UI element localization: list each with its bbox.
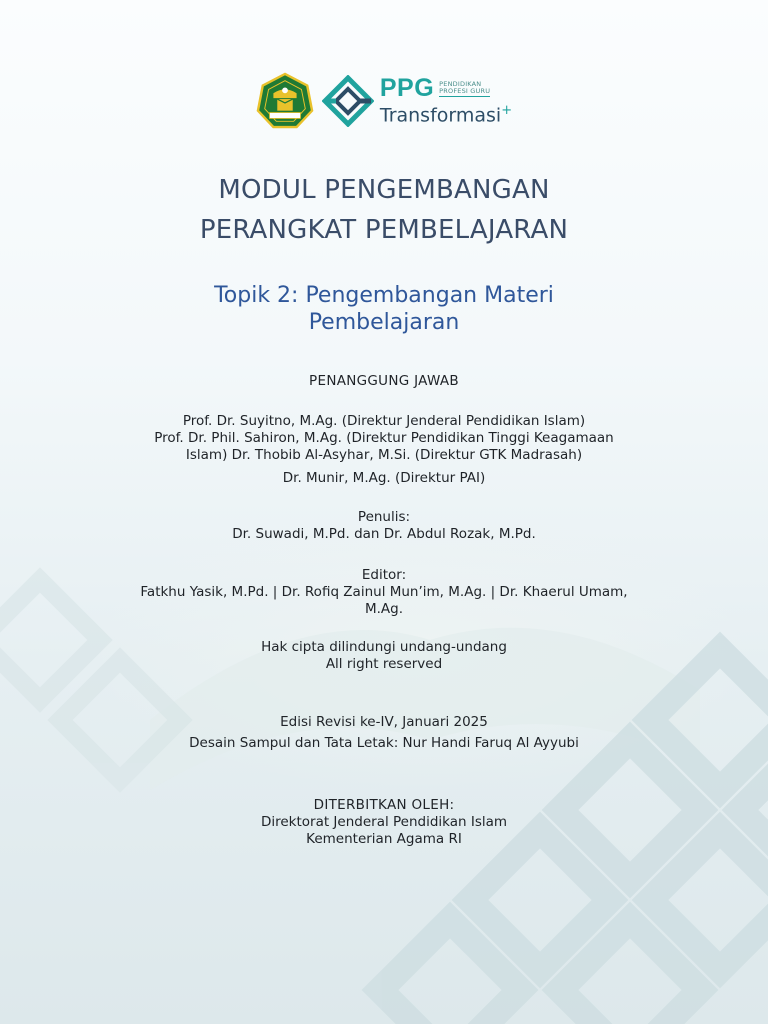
ppg-sub-line2: PROFESI GURU xyxy=(439,86,491,95)
ppg-sub-line1: PENDIDIKAN xyxy=(439,79,482,88)
edition-line1: Edisi Revisi ke-IV, Januari 2025 xyxy=(280,714,488,730)
publisher-line1: Direktorat Jenderal Pendidikan Islam xyxy=(260,814,508,830)
title-line2: PERANGKAT PEMBELAJARAN xyxy=(199,215,569,245)
editor-line2: M.Ag. xyxy=(364,601,404,617)
penanggung-line1: Prof. Dr. Suyitno, M.Ag. (Direktur Jenderal Pendidikan Islam) xyxy=(182,413,586,429)
penanggung-line3: Islam) Dr. Thobib Al-Asyhar, M.Si. (Direktur GTK Madrasah) xyxy=(185,447,583,463)
editor-line1: Fatkhu Yasik, M.Pd. | Dr. Rofiq Zainul Mun’im, M.Ag. | Dr. Khaerul Umam, xyxy=(140,584,628,600)
penulis-label: Penulis: xyxy=(357,509,411,525)
penanggung-jawab-list xyxy=(90,413,678,464)
topic-subtitle xyxy=(0,282,768,336)
ppg-top-row xyxy=(380,76,512,101)
editor-section xyxy=(60,567,708,618)
publisher-section xyxy=(90,797,678,848)
copyright-line2: All right reserved xyxy=(325,656,443,672)
title-line1: MODUL PENGEMBANGAN xyxy=(218,175,550,205)
module-title xyxy=(0,170,768,250)
ppg-plus-icon: + xyxy=(501,103,513,119)
edition-line2: Desain Sampul dan Tata Letak: Nur Handi Faruq Al Ayyubi xyxy=(189,735,579,751)
publisher-line2: Kementerian Agama RI xyxy=(306,831,462,847)
logo-row xyxy=(0,72,768,130)
ppg-diamond-icon xyxy=(322,75,374,127)
ppg-transform-text: Transformasi xyxy=(379,104,502,127)
penanggung-line2: Prof. Dr. Phil. Sahiron, M.Ag. (Direktur Pendidikan Tinggi Keagamaan xyxy=(154,430,614,446)
ppg-letters: PPG xyxy=(379,74,435,103)
kemenag-emblem-icon xyxy=(256,72,314,130)
penanggung-line4: Dr. Munir, M.Ag. (Direktur PAI) xyxy=(282,470,486,486)
subtitle-line1: Topik 2: Pengembangan Materi xyxy=(214,283,554,308)
penulis-names: Dr. Suwadi, M.Pd. dan Dr. Abdul Rozak, M.Pd. xyxy=(232,526,536,542)
subtitle-line2: Pembelajaran xyxy=(308,310,460,335)
penanggung-jawab-label: PENANGGUNG JAWAB xyxy=(309,373,459,389)
copyright-line1: Hak cipta dilindungi undang-undang xyxy=(261,639,507,655)
publisher-label: DITERBITKAN OLEH: xyxy=(313,797,455,813)
editor-label: Editor: xyxy=(361,567,407,583)
ppg-wordmark xyxy=(380,76,512,125)
penulis-section xyxy=(90,509,678,543)
copyright-section xyxy=(90,639,678,673)
ppg-transformasi xyxy=(380,104,512,125)
edition-section xyxy=(90,714,678,752)
ppg-subtitle xyxy=(439,81,490,97)
